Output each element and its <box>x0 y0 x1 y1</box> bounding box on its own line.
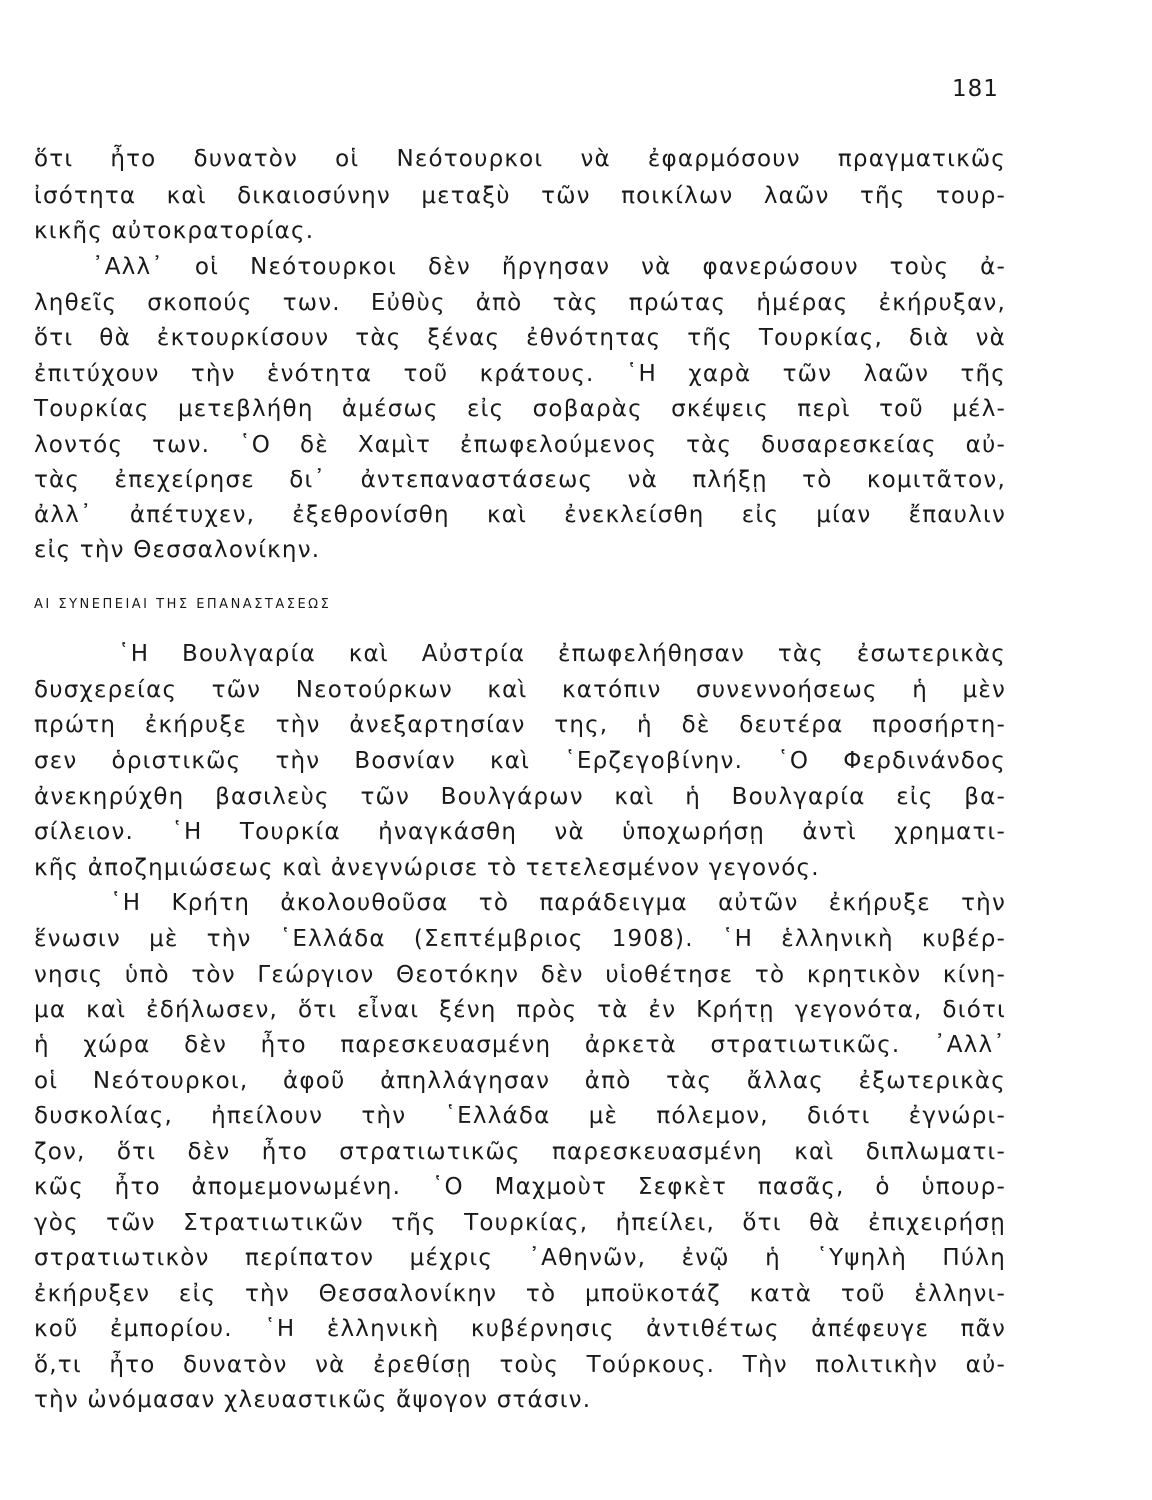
text-line: ἐπιτύχουν τὴν ἑνότητα τοῦ κράτους. ῾Η χαρὰ τῶν λαῶν τῆς <box>34 361 1006 387</box>
text-line: μα καὶ ἐδήλωσεν, ὅτι εἶναι ξένη πρὸς τὰ ἐν Κρήτῃ γεγονότα, διότι <box>34 997 1006 1023</box>
text-line: τὰς ἐπεχείρησε δι᾿ ἀντεπαναστάσεως νὰ πλήξῃ τὸ κομιτᾶτον, <box>34 467 1006 493</box>
text-line: Τουρκίας μετεβλήθη ἀμέσως εἰς σοβαρὰς σκέψεις περὶ τοῦ μέλ- <box>34 396 1006 422</box>
text-line: ἰσότητα καὶ δικαιοσύνην μεταξὺ τῶν ποικίλων λαῶν τῆς τουρ- <box>34 183 1006 209</box>
text-line: κῶς ἦτο ἀπομεμονωμένη. ῾Ο Μαχμοὺτ Σεφκὲτ πασᾶς, ὁ ὑπουρ- <box>34 1174 1006 1200</box>
text-line: ῾Η Βουλγαρία καὶ Αὐστρία ἐπωφελήθησαν τὰς ἐσωτερικὰς <box>118 641 1006 667</box>
text-line: κικῆς αὐτοκρατορίας. <box>34 218 315 244</box>
text-line: νησις ὑπὸ τὸν Γεώργιον Θεοτόκην δὲν υἱοθέτησε τὸ κρητικὸν κίνη- <box>34 962 1006 988</box>
text-line: ᾿Αλλ᾿ οἱ Νεότουρκοι δὲν ἤργησαν νὰ φανερώσουν τοὺς ἀ- <box>92 254 1006 280</box>
text-line: ὅτι θὰ ἐκτουρκίσουν τὰς ξένας ἐθνότητας τῆς Τουρκίας, διὰ νὰ <box>34 325 1006 351</box>
text-line: ἀνεκηρύχθη βασιλεὺς τῶν Βουλγάρων καὶ ἡ Βουλγαρία εἰς βα- <box>34 784 1006 810</box>
text-line: ὅτι ἦτο δυνατὸν οἱ Νεότουρκοι νὰ ἐφαρμόσουν πραγματικῶς <box>34 146 1006 172</box>
text-line: ἕνωσιν μὲ τὴν ῾Ελλάδα (Σεπτέμβριος 1908). ῾Η ἑλληνικὴ κυβέρ- <box>34 926 1006 952</box>
text-line: ἀλλ᾿ ἀπέτυχεν, ἐξεθρονίσθη καὶ ἐνεκλείσθη εἰς μίαν ἔπαυλιν <box>34 502 1006 528</box>
text-line: ἡ χώρα δὲν ἦτο παρεσκευασμένη ἀρκετὰ στρατιωτικῶς. ᾿Αλλ᾿ <box>34 1032 1006 1058</box>
text-line: κοῦ ἐμπορίου. ῾Η ἑλληνικὴ κυβέρνησις ἀντιθέτως ἀπέφευγε πᾶν <box>34 1316 1006 1342</box>
text-line: οἱ Νεότουρκοι, ἀφοῦ ἀπηλλάγησαν ἀπὸ τὰς ἄλλας ἐξωτερικὰς <box>34 1068 1006 1094</box>
text-line: σίλειον. ῾Η Τουρκία ἠναγκάσθη νὰ ὑποχωρήσῃ ἀντὶ χρηματι- <box>34 819 1006 845</box>
text-line: κῆς ἀποζημιώσεως καὶ ἀνεγνώρισε τὸ τετελεσμένον γεγονός. <box>34 855 820 881</box>
text-line: δυσχερείας τῶν Νεοτούρκων καὶ κατόπιν συνεννοήσεως ἡ μὲν <box>34 677 1006 703</box>
page-number: 181 <box>952 76 999 102</box>
text-line: στρατιωτικὸν περίπατον μέχρις ᾿Αθηνῶν, ἐνῷ ἡ ῾Υψηλὴ Πύλη <box>34 1245 1006 1271</box>
text-line: ἐκήρυξεν εἰς τὴν Θεσσαλονίκην τὸ μποϋκοτάζ κατὰ τοῦ ἑλληνι- <box>34 1281 1006 1307</box>
text-line: δυσκολίας, ἠπείλουν τὴν ῾Ελλάδα μὲ πόλεμον, διότι ἐγνώρι- <box>34 1103 1006 1129</box>
text-line: ὅ,τι ἦτο δυνατὸν νὰ ἐρεθίσῃ τοὺς Τούρκους. Τὴν πολιτικὴν αὐ- <box>34 1352 1006 1378</box>
text-line: πρώτη ἐκήρυξε τὴν ἀνεξαρτησίαν της, ἡ δὲ δευτέρα προσήρτη- <box>34 712 1006 738</box>
section-heading: ΑΙ ΣΥΝΕΠΕΙΑΙ ΤΗΣ ΕΠΑΝΑΣΤΑΣΕΩΣ <box>34 597 332 612</box>
text-line: λοντός των. ῾Ο δὲ Χαμὶτ ἐπωφελούμενος τὰς δυσαρεσκείας αὐ- <box>34 432 1006 458</box>
text-line: εἰς τὴν Θεσσαλονίκην. <box>34 537 321 563</box>
text-line: ζον, ὅτι δὲν ἦτο στρατιωτικῶς παρεσκευασμένη καὶ διπλωματι- <box>34 1139 1006 1165</box>
text-line: ῾Η Κρήτη ἀκολουθοῦσα τὸ παράδειγμα αὐτῶν ἐκήρυξε τὴν <box>110 890 1006 916</box>
text-line: γὸς τῶν Στρατιωτικῶν τῆς Τουρκίας, ἠπείλει, ὅτι θὰ ἐπιχειρήσῃ <box>34 1210 1006 1236</box>
text-line: σεν ὁριστικῶς τὴν Βοσνίαν καὶ ῾Ερζεγοβίνην. ῾Ο Φερδινάνδος <box>34 748 1006 774</box>
text-line: ληθεῖς σκοπούς των. Εὐθὺς ἀπὸ τὰς πρώτας ἡμέρας ἐκήρυξαν, <box>34 290 1006 316</box>
text-line: τὴν ὠνόμασαν χλευαστικῶς ἄψογον στάσιν. <box>34 1387 592 1413</box>
